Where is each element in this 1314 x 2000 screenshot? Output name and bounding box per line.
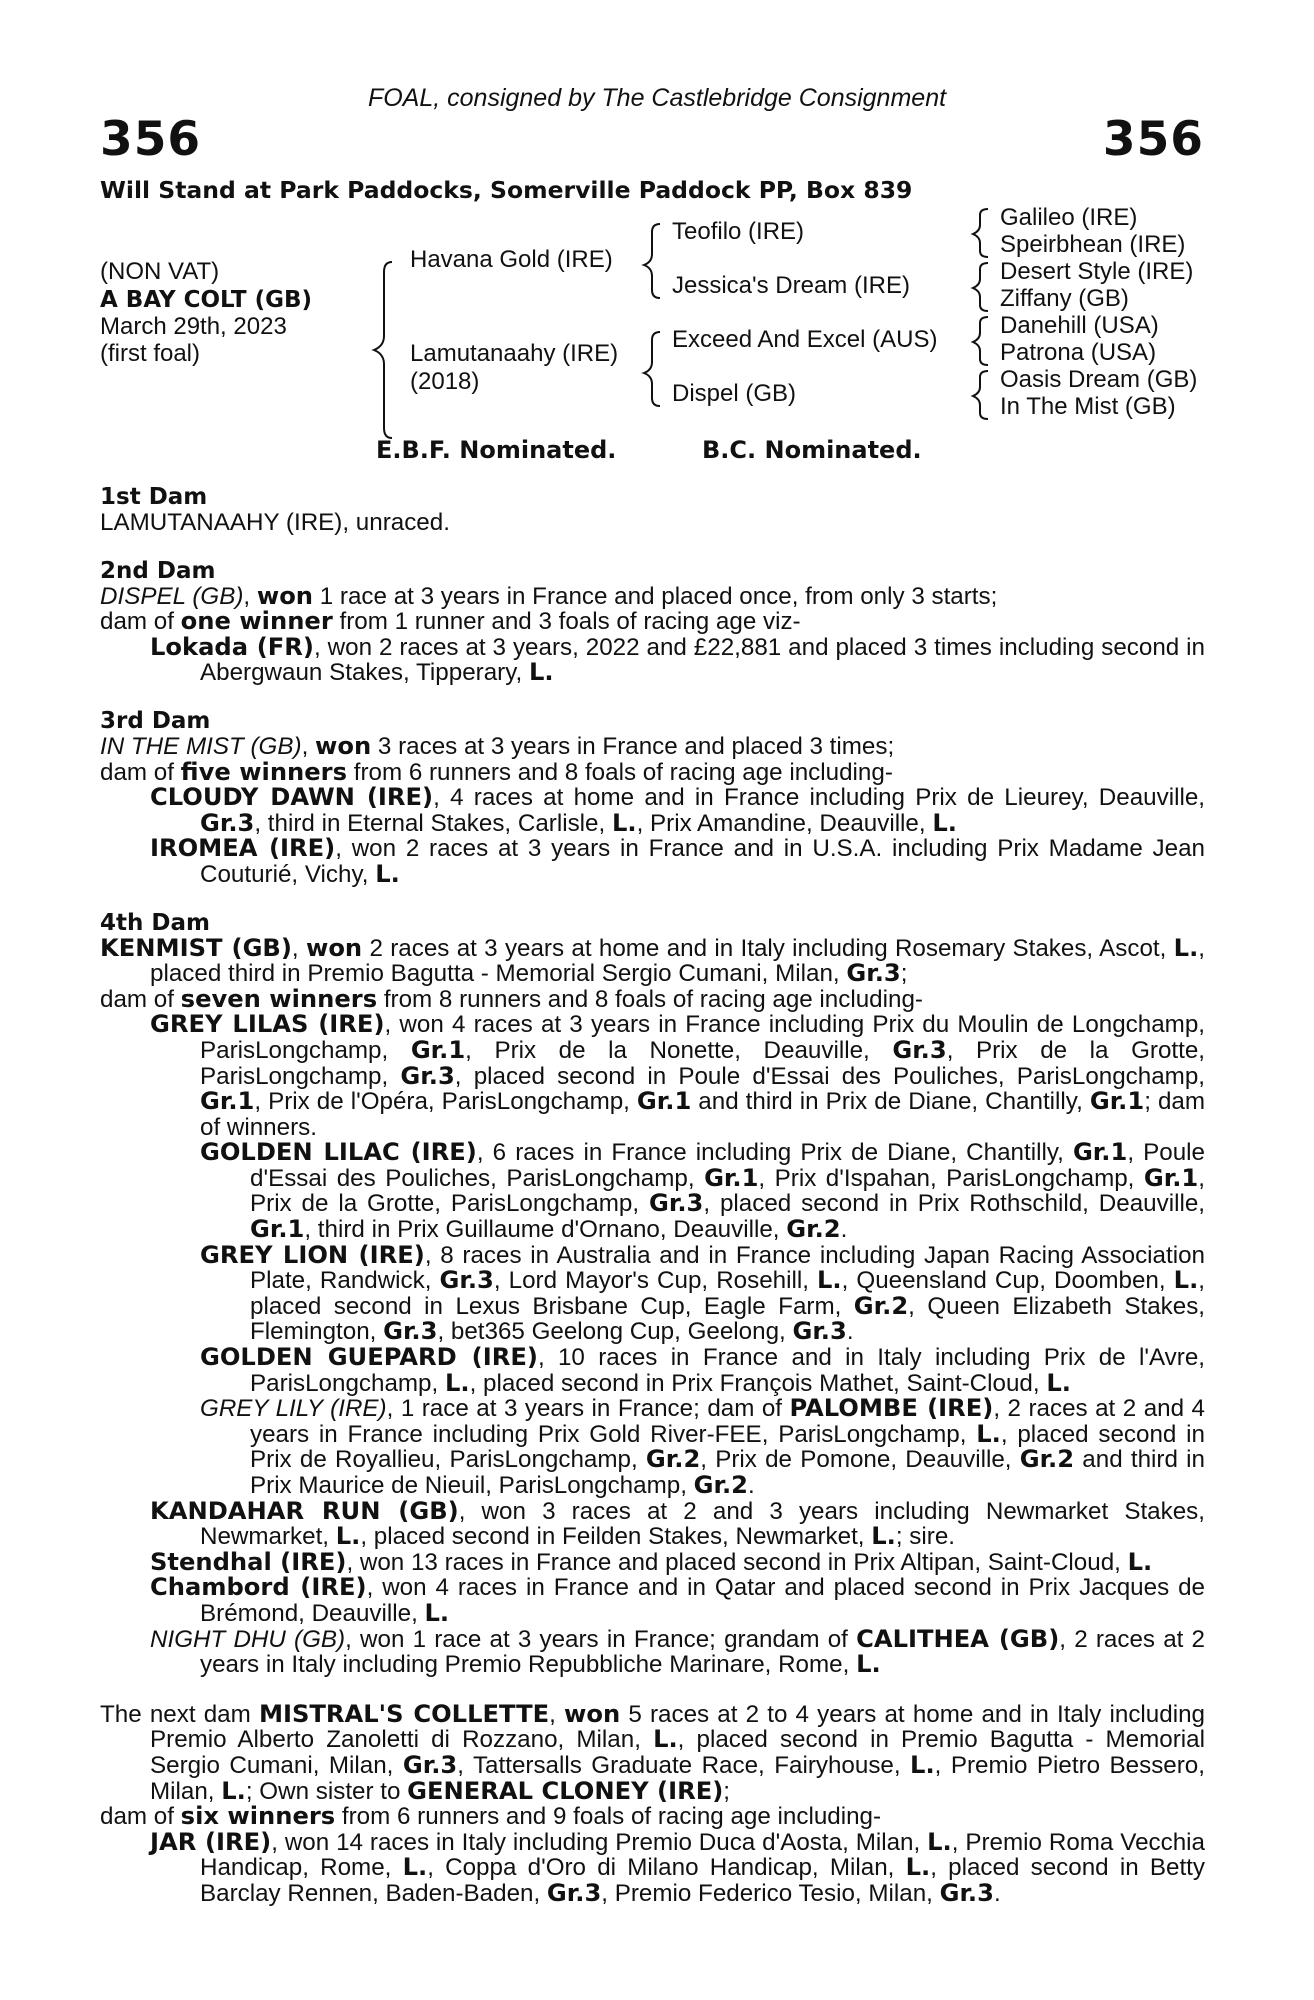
second-dam-produce: dam of one winner from 1 runner and 3 foals of racing age viz- — [100, 607, 801, 636]
g3-8: In The Mist (GB) — [1000, 393, 1176, 420]
vat-status: (NON VAT) — [100, 258, 220, 285]
g3-5: Danehill (USA) — [1000, 312, 1159, 339]
horse-name: A BAY COLT (GB) — [100, 287, 313, 313]
bc-nominated: B.C. Nominated. — [702, 436, 922, 464]
sire: Havana Gold (IRE) — [410, 246, 613, 273]
sire-sire: Teofilo (IRE) — [672, 218, 805, 245]
produce-grey-lily: GREY LILY (IRE), 1 race at 3 years in France; dam of PALOMBE (IRE), 2 races at 2 and 4 years in France including Prix Gold River-FEE, ParisLongchamp, L., placed second in Prix de Royallieu, ParisLongchamp, Gr.2, Prix de Pomone, Deauville, Gr.2 and third in Prix Maurice de Nieuil, ParisLongchamp, Gr.2. — [200, 1394, 1205, 1499]
produce-lokada: Lokada (FR), won 2 races at 3 years, 2022 and £22,881 and placed 3 times including second in Abergwaun Stakes, Tipperary, L. — [150, 632, 1206, 687]
produce-jar: JAR (IRE), won 14 races in Italy including Premio Duca d'Aosta, Milan, L., Premio Roma Vecchia Handicap, Rome, L., Coppa d'Oro di Milano Handicap, Milan, L., placed second in Betty Barclay Rennen, Baden-Baden, Gr.3, Premio Federico Tesio, Milan, Gr.3. — [150, 1827, 1205, 1907]
produce-grey-lilas: GREY LILAS (IRE), won 4 races at 3 years in France including Prix du Moulin de Longchamp, ParisLongchamp, Gr.1, Prix de la Nonette, Deauville, Gr.3, Prix de la Grotte, ParisLongchamp, Gr.3, placed second in Poule d'Essai des Pouliches, ParisLongchamp, Gr.1, Prix de l'Opéra, ParisLongchamp, Gr.1 and third in Prix de Diane, Chantilly, Gr.1; dam of winners. — [150, 1010, 1206, 1141]
foal-note: (first foal) — [100, 340, 201, 367]
g3-3: Desert Style (IRE) — [1000, 258, 1194, 285]
dam: Lamutanaahy (IRE) — [410, 340, 619, 367]
produce-kandahar-run: KANDAHAR RUN (GB), won 3 races at 2 and 3 years including Newmarket Stakes, Newmarket, L., placed second in Feilden Stakes, Newmarket, L.; sire. — [150, 1496, 1205, 1551]
third-dam-race-record: IN THE MIST (GB), won 3 races at 3 years in France and placed 3 times; — [100, 731, 895, 760]
lot-number-right: 356 — [1102, 112, 1204, 167]
consignment-line: FOAL, consigned by The Castlebridge Consignment — [367, 84, 947, 112]
produce-night-dhu: NIGHT DHU (GB), won 1 race at 3 years in France; grandam of CALITHEA (GB), 2 races at 2 years in Italy including Premio Repubbliche Marinare, Rome, L. — [150, 1624, 1206, 1679]
dam-year: (2018) — [410, 368, 480, 395]
lot-number-left: 356 — [100, 112, 202, 167]
g3-4: Ziffany (GB) — [1000, 285, 1129, 312]
second-dam-race-record: DISPEL (GB), won 1 race at 3 years in France and placed once, from only 3 starts; — [100, 581, 998, 610]
first-dam-heading: 1st Dam — [100, 484, 208, 510]
dam-sire: Exceed And Excel (AUS) — [672, 326, 938, 353]
next-dam-produce: dam of six winners from 6 runners and 9 foals of racing age including- — [100, 1802, 882, 1831]
next-dam-race-record: The next dam MISTRAL'S COLLETTE, won 5 races at 2 to 4 years at home and in Italy including Premio Alberto Zanoletti di Rozzano, Milan, L., placed second in Premio Bagutta - Memorial Sergio Cumani, Milan, Gr.3, Tattersalls Graduate Race, Fairyhouse, L., Premio Pietro Bessero, Milan, L.; Own sister to GENERAL CLONEY (IRE); — [100, 1699, 1205, 1805]
g3-1: Galileo (IRE) — [1000, 204, 1138, 231]
produce-golden-lilac: GOLDEN LILAC (IRE), 6 races in France including Prix de Diane, Chantilly, Gr.1, Poule d'Essai des Pouliches, ParisLongchamp, Gr.1, Prix d'Ispahan, ParisLongchamp, Gr.1, Prix de la Grotte, ParisLongchamp, Gr.3, placed second in Prix Rothschild, Deauville, Gr.1, third in Prix Guillaume d'Ornano, Deauville, Gr.2. — [200, 1138, 1205, 1244]
produce-golden-guepard: GOLDEN GUEPARD (IRE), 10 races in France and in Italy including Prix de l'Avre, ParisLongchamp, L., placed second in Prix François Mathet, Saint-Cloud, L. — [200, 1343, 1205, 1397]
third-dam-heading: 3rd Dam — [100, 707, 211, 734]
sire-dam: Jessica's Dream (IRE) — [672, 272, 910, 299]
g3-7: Oasis Dream (GB) — [1000, 366, 1198, 393]
foaled-date: March 29th, 2023 — [100, 313, 287, 340]
third-dam-produce: dam of five winners from 6 runners and 8 foals of racing age including- — [100, 757, 893, 786]
stand-location: Will Stand at Park Paddocks, Somerville Paddock PP, Box 839 — [100, 176, 913, 204]
g3-6: Patrona (USA) — [1000, 339, 1157, 366]
g3-2: Speirbhean (IRE) — [1000, 231, 1186, 258]
fourth-dam-produce: dam of seven winners from 8 runners and 8 foals of racing age including- — [100, 984, 923, 1013]
fourth-dam-race-record: KENMIST (GB), won 2 races at 3 years at home and in Italy including Rosemary Stakes, Ascot, L., placed third in Premio Bagutta - Memorial Sergio Cumani, Milan, Gr.3; — [100, 933, 1205, 988]
produce-iromea: IROMEA (IRE), won 2 races at 3 years in France and in U.S.A. including Prix Madame Jean Couturié, Vichy, L. — [150, 834, 1205, 888]
catalogue-text — [100, 484, 1205, 1907]
produce-chambord: Chambord (IRE), won 4 races in France and in Qatar and placed second in Prix Jacques de Brémond, Deauville, L. — [150, 1573, 1205, 1627]
produce-stendhal: Stendhal (IRE), won 13 races in France and placed second in Prix Altipan, Saint-Cloud, L. — [150, 1547, 1153, 1576]
first-dam-text: LAMUTANAAHY (IRE), unraced. — [100, 509, 450, 536]
produce-grey-lion: GREY LION (IRE), 8 races in Australia and in France including Japan Racing Association Plate, Randwick, Gr.3, Lord Mayor's Cup, Rosehill, L., Queensland Cup, Doomben, L., placed second in Lexus Brisbane Cup, Eagle Farm, Gr.2, Queen Elizabeth Stakes, Flemington, Gr.3, bet365 Geelong Cup, Geelong, Gr.3. — [200, 1240, 1206, 1346]
produce-cloudy-dawn: CLOUDY DAWN (IRE), 4 races at home and in France including Prix de Lieurey, Deauville, Gr.3, third in Eternal Stakes, Carlisle, L., Prix Amandine, Deauville, L. — [150, 783, 1205, 837]
fourth-dam-heading: 4th Dam — [100, 909, 210, 936]
second-dam-heading: 2nd Dam — [100, 557, 216, 584]
ebf-nominated: E.B.F. Nominated. — [376, 436, 617, 464]
dam-dam: Dispel (GB) — [672, 380, 797, 407]
